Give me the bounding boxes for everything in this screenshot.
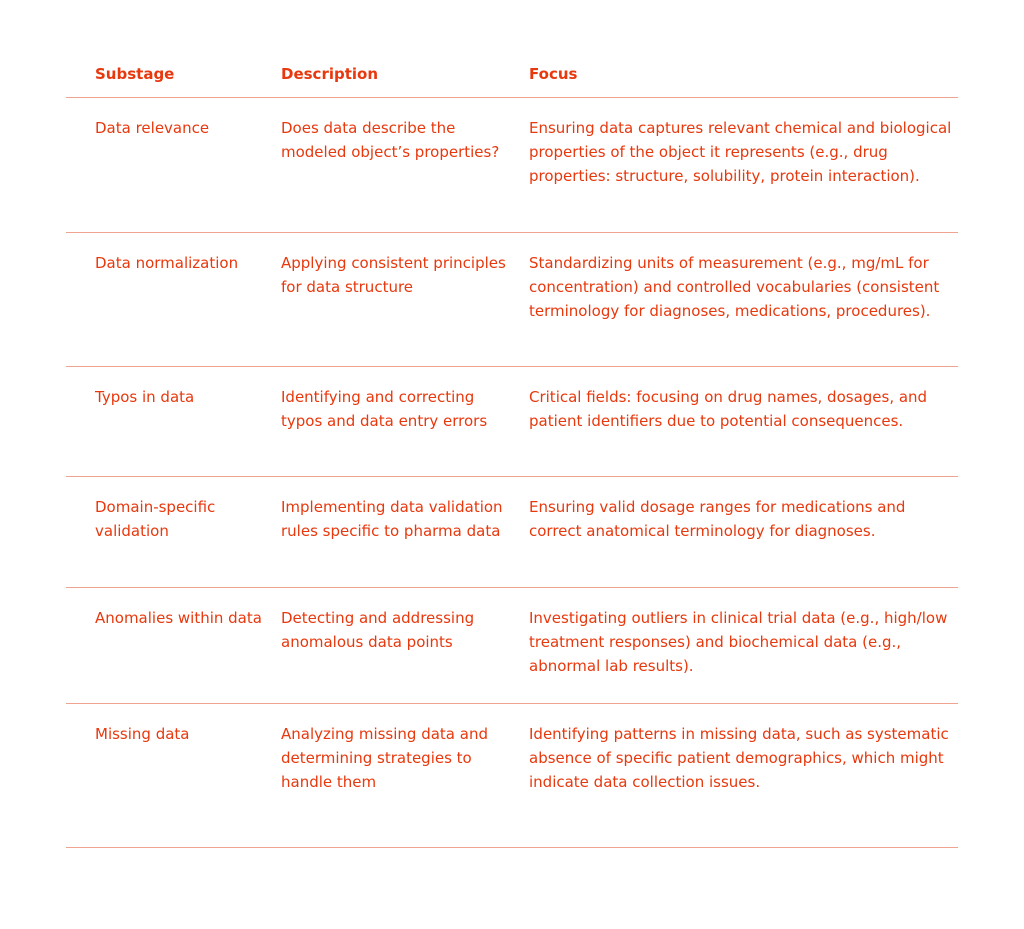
header-focus: Focus <box>529 65 578 83</box>
substage-table <box>66 62 958 848</box>
substage-cell: Data normalization <box>95 254 239 272</box>
substage-cell: Missing data <box>95 725 190 743</box>
table-row <box>66 477 958 588</box>
substage-cell: Data relevance <box>95 119 210 137</box>
header-description: Description <box>281 65 379 83</box>
table-header-row <box>66 62 958 98</box>
description-cell: Detecting and addressing anomalous data points <box>281 609 475 651</box>
focus-cell: Critical fields: focusing on drug names, dosages, and patient identifiers due to potential consequences. <box>529 388 928 430</box>
substage-cell: Domain-specific validation <box>95 498 216 540</box>
substage-cell: Typos in data <box>95 388 195 406</box>
focus-cell: Ensuring valid dosage ranges for medications and correct anatomical terminology for diagnoses. <box>529 498 906 540</box>
table-row <box>66 704 958 848</box>
description-cell: Applying consistent principles for data structure <box>281 254 506 296</box>
table-row <box>66 367 958 477</box>
focus-cell: Standardizing units of measurement (e.g., mg/mL for concentration) and controlled vocabularies (consistent terminology for diagnoses, medications, procedures). <box>529 254 940 320</box>
focus-cell: Investigating outliers in clinical trial data (e.g., high/low treatment responses) and biochemical data (e.g., abnormal lab results). <box>529 609 948 675</box>
description-cell: Implementing data validation rules specific to pharma data <box>281 498 503 540</box>
table-row <box>66 588 958 704</box>
description-cell: Identifying and correcting typos and data entry errors <box>281 388 488 430</box>
table-row <box>66 98 958 233</box>
header-substage: Substage <box>95 65 175 83</box>
description-cell: Does data describe the modeled object’s properties? <box>281 119 500 161</box>
table-row <box>66 233 958 367</box>
substage-cell: Anomalies within data <box>95 609 262 627</box>
description-cell: Analyzing missing data and determining strategies to handle them <box>281 725 488 791</box>
focus-cell: Identifying patterns in missing data, such as systematic absence of specific patient demographics, which might indicate data collection issues. <box>529 725 949 791</box>
focus-cell: Ensuring data captures relevant chemical and biological properties of the object it represents (e.g., drug properties: structure, solubility, protein interaction). <box>529 119 952 185</box>
